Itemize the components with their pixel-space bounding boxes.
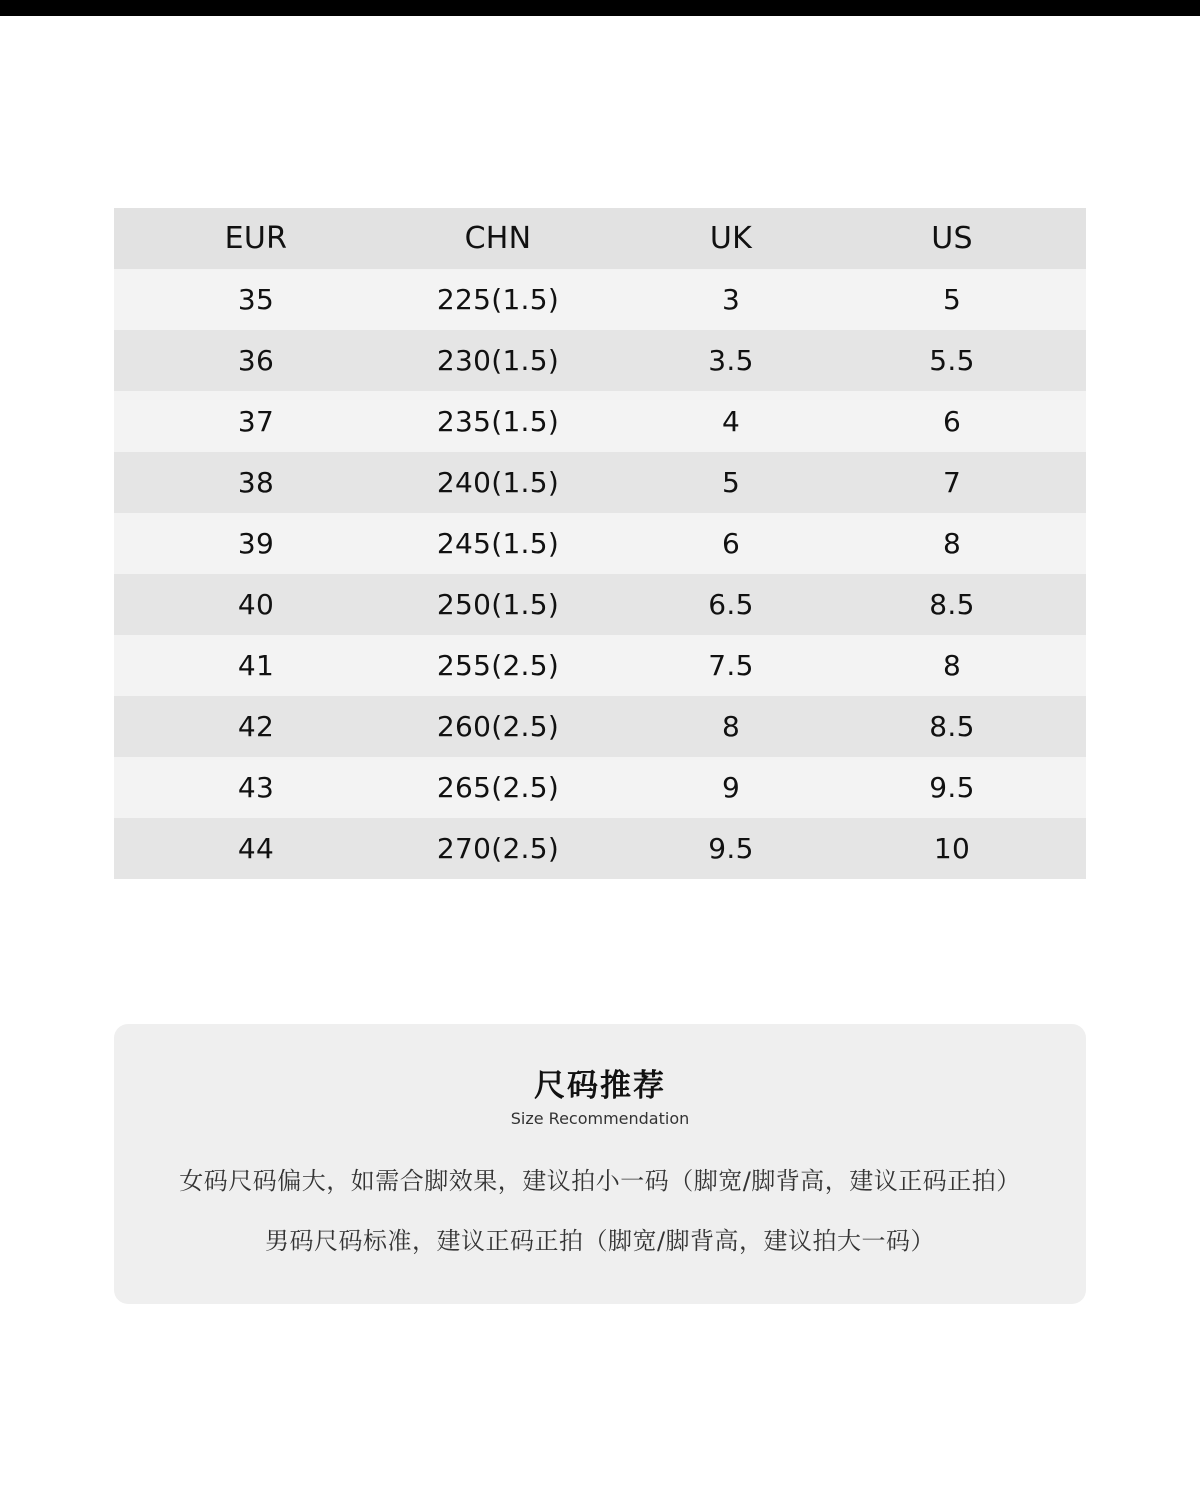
recommendation-title: 尺码推荐 bbox=[534, 1068, 666, 1104]
cell-chn: 260(2.5) bbox=[436, 710, 560, 743]
cell-uk: 9.5 bbox=[708, 832, 754, 865]
table-row bbox=[114, 391, 1086, 452]
cell-chn: 235(1.5) bbox=[436, 405, 560, 438]
cell-eur: 35 bbox=[237, 283, 275, 316]
cell-chn: 245(1.5) bbox=[436, 527, 560, 560]
table-row bbox=[114, 574, 1086, 635]
cell-uk: 3 bbox=[721, 283, 741, 316]
cell-uk: 5 bbox=[721, 466, 741, 499]
cell-us: 10 bbox=[933, 832, 971, 865]
cell-chn: 250(1.5) bbox=[436, 588, 560, 621]
cell-eur: 39 bbox=[237, 527, 275, 560]
recommendation-subtitle: Size Recommendation bbox=[510, 1109, 690, 1128]
table-row bbox=[114, 757, 1086, 818]
table-row bbox=[114, 635, 1086, 696]
cell-uk: 8 bbox=[721, 710, 741, 743]
cell-chn: 230(1.5) bbox=[436, 344, 560, 377]
table-header-row bbox=[114, 208, 1086, 269]
cell-us: 7 bbox=[942, 466, 962, 499]
cell-eur: 42 bbox=[237, 710, 275, 743]
cell-us: 5 bbox=[942, 283, 962, 316]
cell-uk: 9 bbox=[721, 771, 741, 804]
cell-uk: 3.5 bbox=[708, 344, 754, 377]
cell-chn: 255(2.5) bbox=[436, 649, 560, 682]
cell-us: 5.5 bbox=[929, 344, 975, 377]
header-us: US bbox=[931, 221, 973, 256]
cell-eur: 41 bbox=[237, 649, 275, 682]
cell-uk: 6.5 bbox=[708, 588, 754, 621]
cell-us: 8.5 bbox=[929, 710, 975, 743]
cell-eur: 43 bbox=[237, 771, 275, 804]
cell-us: 6 bbox=[942, 405, 962, 438]
table-row bbox=[114, 269, 1086, 330]
table-row bbox=[114, 818, 1086, 879]
cell-chn: 225(1.5) bbox=[436, 283, 560, 316]
cell-chn: 240(1.5) bbox=[436, 466, 560, 499]
table-row bbox=[114, 452, 1086, 513]
cell-eur: 40 bbox=[237, 588, 275, 621]
recommendation-women-note: 女码尺码偏大，如需合脚效果，建议拍小一码（脚宽/脚背高，建议正码正拍） bbox=[179, 1167, 1021, 1195]
cell-us: 8 bbox=[942, 527, 962, 560]
cell-uk: 6 bbox=[721, 527, 741, 560]
top-bar bbox=[0, 0, 1200, 16]
header-uk: UK bbox=[709, 221, 753, 256]
table-row bbox=[114, 696, 1086, 757]
cell-us: 8 bbox=[942, 649, 962, 682]
table-row bbox=[114, 330, 1086, 391]
header-chn: CHN bbox=[464, 221, 532, 256]
cell-eur: 36 bbox=[237, 344, 275, 377]
cell-eur: 37 bbox=[237, 405, 275, 438]
cell-chn: 270(2.5) bbox=[436, 832, 560, 865]
cell-eur: 38 bbox=[237, 466, 275, 499]
cell-uk: 7.5 bbox=[708, 649, 754, 682]
cell-us: 8.5 bbox=[929, 588, 975, 621]
cell-eur: 44 bbox=[237, 832, 275, 865]
cell-uk: 4 bbox=[721, 405, 741, 438]
cell-us: 9.5 bbox=[929, 771, 975, 804]
size-recommendation-panel bbox=[114, 1024, 1086, 1304]
cell-chn: 265(2.5) bbox=[436, 771, 560, 804]
size-chart-table bbox=[114, 208, 1086, 879]
table-row bbox=[114, 513, 1086, 574]
header-eur: EUR bbox=[224, 221, 288, 256]
recommendation-men-note: 男码尺码标准，建议正码正拍（脚宽/脚背高，建议拍大一码） bbox=[264, 1227, 936, 1255]
